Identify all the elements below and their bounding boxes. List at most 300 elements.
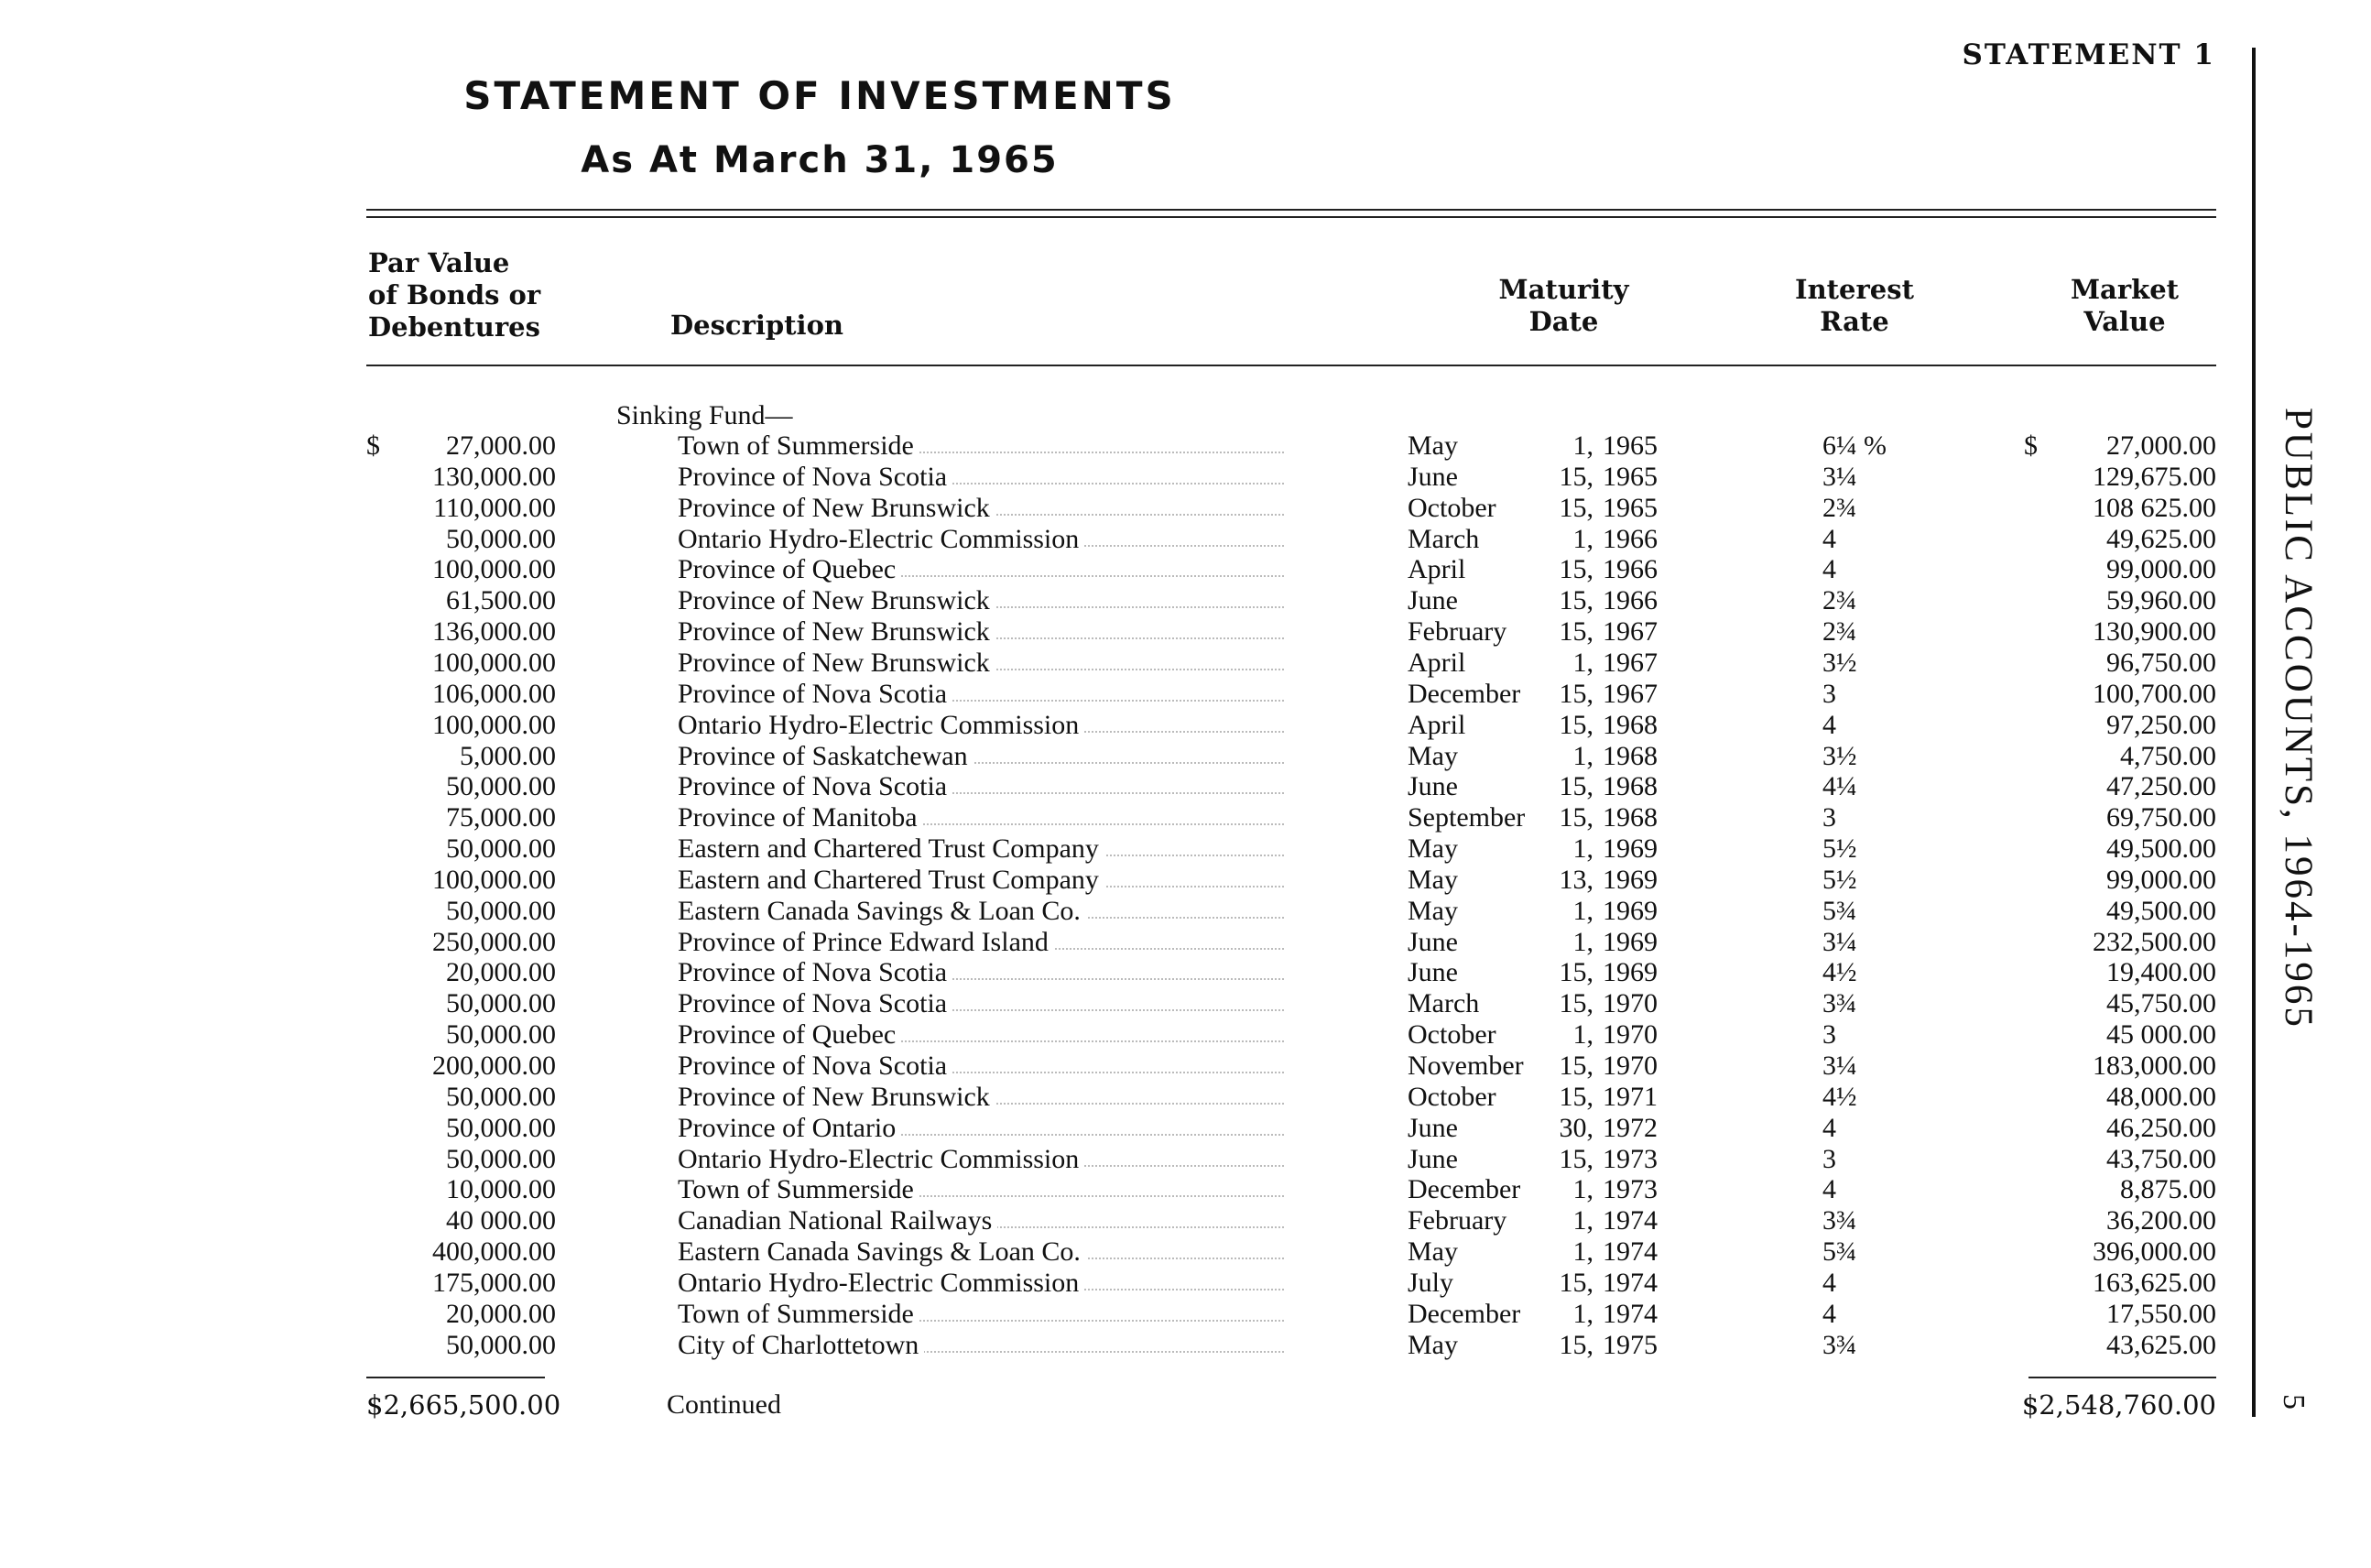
- par-value-cell: 50,000.00: [446, 988, 556, 1018]
- maturity-year-cell: 1974: [1603, 1268, 1658, 1298]
- description-cell: [678, 1051, 1288, 1082]
- interest-rate-cell: 3½: [1822, 741, 1857, 771]
- description-cell: [678, 524, 1288, 555]
- interest-rate-cell: 4: [1822, 554, 1836, 584]
- market-currency-symbol: $: [2024, 430, 2038, 461]
- table-row: [0, 927, 2252, 958]
- par-value-cell: 50,000.00: [446, 1113, 556, 1143]
- description-text: Province of Nova Scotia: [678, 462, 952, 492]
- description-text: Province of New Brunswick: [678, 585, 995, 615]
- maturity-month-cell: April: [1408, 710, 1466, 740]
- par-value-cell: 175,000.00: [432, 1268, 556, 1298]
- par-value-cell: 50,000.00: [446, 896, 556, 926]
- market-value-cell: 45,750.00: [2106, 988, 2216, 1018]
- description-text: Province of Nova Scotia: [678, 771, 952, 801]
- maturity-day-cell: 1,: [1572, 1174, 1593, 1204]
- maturity-year-cell: 1969: [1603, 927, 1658, 957]
- maturity-year-cell: 1973: [1603, 1144, 1658, 1174]
- table-row: [0, 710, 2252, 741]
- table-row: [0, 1299, 2252, 1330]
- maturity-month-cell: December: [1408, 679, 1521, 709]
- description-cell: [678, 957, 1288, 988]
- maturity-year-cell: 1970: [1603, 988, 1658, 1018]
- description-cell: [678, 1236, 1288, 1268]
- description-cell: [678, 1174, 1288, 1205]
- maturity-day-cell: 15,: [1559, 554, 1593, 584]
- maturity-year-cell: 1970: [1603, 1051, 1658, 1081]
- table-row: [0, 462, 2252, 493]
- maturity-day-cell: 15,: [1559, 585, 1593, 615]
- table-row: [0, 585, 2252, 616]
- table-row: [0, 1051, 2252, 1082]
- par-value-cell: 20,000.00: [446, 957, 556, 987]
- interest-rate-cell: 3¼: [1822, 1051, 1857, 1081]
- maturity-day-cell: 30,: [1559, 1113, 1593, 1143]
- maturity-day-cell: 1,: [1572, 1205, 1593, 1236]
- maturity-month-cell: May: [1408, 833, 1458, 864]
- maturity-day-cell: 1,: [1572, 1299, 1593, 1329]
- interest-rate-cell: 2¾: [1822, 493, 1857, 523]
- interest-rate-cell: 3¾: [1822, 988, 1857, 1018]
- maturity-month-cell: May: [1408, 430, 1458, 461]
- maturity-day-cell: 15,: [1559, 1051, 1593, 1081]
- maturity-year-cell: 1969: [1603, 833, 1658, 864]
- interest-rate-cell: 3¼: [1822, 462, 1857, 492]
- column-header-par-value: [368, 247, 540, 343]
- description-text: Ontario Hydro-Electric Commission: [678, 1144, 1084, 1174]
- market-value-cell: 49,625.00: [2106, 524, 2216, 554]
- maturity-day-cell: 1,: [1572, 896, 1593, 926]
- par-value-cell: 250,000.00: [432, 927, 556, 957]
- par-value-cell: 50,000.00: [446, 1019, 556, 1050]
- market-value-cell: 46,250.00: [2106, 1113, 2216, 1143]
- description-cell: [678, 988, 1288, 1019]
- description-text: Province of Nova Scotia: [678, 957, 952, 987]
- description-text: Eastern Canada Savings & Loan Co.: [678, 1236, 1086, 1267]
- maturity-month-cell: June: [1408, 585, 1458, 615]
- maturity-year-cell: 1974: [1603, 1205, 1658, 1236]
- description-text: Province of Nova Scotia: [678, 1051, 952, 1081]
- maturity-month-cell: June: [1408, 462, 1458, 492]
- description-cell: [678, 833, 1288, 865]
- market-value-cell: 100,700.00: [2093, 679, 2216, 709]
- description-text: Province of Ontario: [678, 1113, 901, 1143]
- market-value-cell: 232,500.00: [2093, 927, 2216, 957]
- par-value-cell: 50,000.00: [446, 1082, 556, 1112]
- description-cell: [678, 585, 1288, 616]
- side-margin: [2267, 408, 2340, 1415]
- market-value-cell: 49,500.00: [2106, 896, 2216, 926]
- par-value-cell: 75,000.00: [446, 802, 556, 833]
- interest-rate-cell: 4: [1822, 1113, 1836, 1143]
- maturity-month-cell: July: [1408, 1268, 1454, 1298]
- market-value-cell: 43,750.00: [2106, 1144, 2216, 1174]
- maturity-year-cell: 1972: [1603, 1113, 1658, 1143]
- maturity-month-cell: June: [1408, 771, 1458, 801]
- column-header-market-value: [1969, 274, 2216, 338]
- maturity-month-cell: February: [1408, 616, 1507, 647]
- market-value-cell: 45 000.00: [2106, 1019, 2216, 1050]
- table-row: [0, 988, 2252, 1019]
- description-text: Province of Manitoba: [678, 802, 923, 833]
- interest-rate-cell: 3: [1822, 679, 1836, 709]
- table-row: [0, 493, 2252, 524]
- market-value-total: $2,548,760.00: [2021, 1389, 2216, 1421]
- interest-rate-cell: 5½: [1822, 833, 1857, 864]
- interest-rate-cell: 3: [1822, 1144, 1836, 1174]
- maturity-day-cell: 1,: [1572, 927, 1593, 957]
- description-text: Province of Quebec: [678, 1019, 901, 1050]
- maturity-year-cell: 1974: [1603, 1299, 1658, 1329]
- interest-rate-cell: 2¾: [1822, 616, 1857, 647]
- maturity-day-cell: 1,: [1572, 524, 1593, 554]
- interest-rate-cell: 4: [1822, 524, 1836, 554]
- maturity-month-cell: May: [1408, 865, 1458, 895]
- par-value-cell: 27,000.00: [446, 430, 556, 461]
- par-header-line-2: of Bonds or: [368, 279, 541, 310]
- market-value-cell: 99,000.00: [2106, 865, 2216, 895]
- maturity-year-cell: 1971: [1603, 1082, 1658, 1112]
- maturity-day-cell: 1,: [1572, 1019, 1593, 1050]
- description-text: Town of Summerside: [678, 1174, 919, 1204]
- maturity-day-cell: 1,: [1572, 741, 1593, 771]
- par-value-cell: 100,000.00: [432, 865, 556, 895]
- market-value-cell: 47,250.00: [2106, 771, 2216, 801]
- maturity-month-cell: May: [1408, 1330, 1458, 1360]
- description-cell: [678, 710, 1288, 741]
- interest-rate-cell: 3: [1822, 802, 1836, 833]
- table-row: [0, 554, 2252, 585]
- interest-rate-cell: 4: [1822, 710, 1836, 740]
- market-value-cell: 19,400.00: [2106, 957, 2216, 987]
- margin-vertical-rule: [2252, 48, 2256, 1417]
- description-text: Town of Summerside: [678, 430, 919, 461]
- column-header-rule: [366, 365, 2216, 366]
- description-cell: [678, 927, 1288, 958]
- par-value-cell: 50,000.00: [446, 1330, 556, 1360]
- maturity-month-cell: February: [1408, 1205, 1507, 1236]
- description-cell: [678, 771, 1288, 802]
- interest-rate-cell: 5¾: [1822, 1236, 1857, 1267]
- market-value-cell: 163,625.00: [2093, 1268, 2216, 1298]
- interest-rate-cell: 3½: [1822, 648, 1857, 678]
- header-double-rule-bottom: [366, 216, 2216, 218]
- table-row: [0, 833, 2252, 865]
- par-value-cell: 110,000.00: [433, 493, 556, 523]
- column-header-maturity-date: [1470, 274, 1658, 338]
- maturity-day-cell: 15,: [1559, 493, 1593, 523]
- par-value-cell: 5,000.00: [460, 741, 556, 771]
- interest-rate-cell: 5¾: [1822, 896, 1857, 926]
- par-currency-symbol: $: [366, 430, 380, 461]
- description-text: Canadian National Railways: [678, 1205, 997, 1236]
- maturity-day-cell: 15,: [1559, 1330, 1593, 1360]
- par-value-cell: 40 000.00: [446, 1205, 556, 1236]
- maturity-day-cell: 15,: [1559, 462, 1593, 492]
- description-text: Ontario Hydro-Electric Commission: [678, 524, 1084, 554]
- maturity-month-cell: June: [1408, 1113, 1458, 1143]
- market-value-cell: 129,675.00: [2093, 462, 2216, 492]
- market-value-cell: 59,960.00: [2106, 585, 2216, 615]
- par-value-cell: 200,000.00: [432, 1051, 556, 1081]
- maturity-year-cell: 1969: [1603, 865, 1658, 895]
- description-cell: [678, 462, 1288, 493]
- table-row: [0, 741, 2252, 772]
- table-row: [0, 648, 2252, 679]
- table-row: [0, 1330, 2252, 1361]
- par-value-cell: 50,000.00: [446, 833, 556, 864]
- par-value-cell: 20,000.00: [446, 1299, 556, 1329]
- par-header-line-3: Debentures: [368, 311, 540, 343]
- maturity-year-cell: 1968: [1603, 710, 1658, 740]
- maturity-year-cell: 1965: [1603, 430, 1658, 461]
- par-value-cell: 106,000.00: [432, 679, 556, 709]
- table-row: [0, 896, 2252, 927]
- interest-rate-cell: 4½: [1822, 1082, 1857, 1112]
- maturity-month-cell: March: [1408, 524, 1480, 554]
- market-value-cell: 130,900.00: [2093, 616, 2216, 647]
- market-value-cell: 8,875.00: [2120, 1174, 2216, 1204]
- maturity-month-cell: May: [1408, 896, 1458, 926]
- maturity-year-cell: 1966: [1603, 585, 1658, 615]
- statement-number: STATEMENT 1: [1962, 38, 2215, 71]
- table-row: [0, 679, 2252, 710]
- interest-header-line-1: Interest: [1795, 274, 1914, 305]
- interest-rate-cell: 3¾: [1822, 1205, 1857, 1236]
- table-row: [0, 1205, 2252, 1236]
- description-text: Eastern and Chartered Trust Company: [678, 865, 1104, 895]
- maturity-year-cell: 1966: [1603, 524, 1658, 554]
- par-value-total: $2,665,500.00: [366, 1389, 561, 1421]
- description-cell: [678, 1019, 1288, 1051]
- description-cell: [678, 554, 1288, 585]
- maturity-year-cell: 1967: [1603, 648, 1658, 678]
- par-value-cell: 136,000.00: [432, 616, 556, 647]
- maturity-day-cell: 1,: [1572, 648, 1593, 678]
- description-cell: [678, 679, 1288, 710]
- market-value-cell: 108 625.00: [2093, 493, 2216, 523]
- maturity-month-cell: March: [1408, 988, 1480, 1018]
- maturity-header-line-1: Maturity: [1498, 274, 1629, 305]
- maturity-month-cell: May: [1408, 741, 1458, 771]
- description-text: Province of New Brunswick: [678, 1082, 995, 1112]
- interest-rate-cell: 4: [1822, 1174, 1836, 1204]
- table-row: [0, 802, 2252, 833]
- description-cell: [678, 616, 1288, 648]
- maturity-month-cell: October: [1408, 1019, 1496, 1050]
- maturity-day-cell: 15,: [1559, 710, 1593, 740]
- market-value-cell: 183,000.00: [2093, 1051, 2216, 1081]
- description-cell: [678, 1299, 1288, 1330]
- interest-header-line-2: Rate: [1820, 306, 1889, 337]
- interest-rate-cell: 4: [1822, 1299, 1836, 1329]
- table-row: [0, 1174, 2252, 1205]
- description-text: Town of Summerside: [678, 1299, 919, 1329]
- continued-label: Continued: [667, 1389, 781, 1420]
- interest-rate-cell: 4¼: [1822, 771, 1857, 801]
- maturity-day-cell: 1,: [1572, 833, 1593, 864]
- maturity-month-cell: April: [1408, 648, 1466, 678]
- maturity-month-cell: December: [1408, 1299, 1521, 1329]
- par-value-cell: 400,000.00: [432, 1236, 556, 1267]
- description-cell: [678, 1268, 1288, 1299]
- par-total-rule: [366, 1377, 545, 1378]
- maturity-day-cell: 1,: [1572, 430, 1593, 461]
- document-title: STATEMENT OF INVESTMENTS: [463, 73, 1176, 118]
- maturity-day-cell: 15,: [1559, 957, 1593, 987]
- maturity-year-cell: 1968: [1603, 771, 1658, 801]
- maturity-month-cell: December: [1408, 1174, 1521, 1204]
- description-text: Eastern and Chartered Trust Company: [678, 833, 1104, 864]
- description-cell: [678, 865, 1288, 896]
- par-value-cell: 10,000.00: [446, 1174, 556, 1204]
- market-value-cell: 99,000.00: [2106, 554, 2216, 584]
- table-row: [0, 1268, 2252, 1299]
- description-text: Province of New Brunswick: [678, 648, 995, 678]
- description-cell: [678, 802, 1288, 833]
- description-text: Province of Saskatchewan: [678, 741, 973, 771]
- market-value-cell: 69,750.00: [2106, 802, 2216, 833]
- maturity-month-cell: June: [1408, 927, 1458, 957]
- description-cell: [678, 1205, 1288, 1236]
- table-row: [0, 1019, 2252, 1051]
- description-text: Ontario Hydro-Electric Commission: [678, 710, 1084, 740]
- market-value-cell: 396,000.00: [2093, 1236, 2216, 1267]
- maturity-month-cell: October: [1408, 1082, 1496, 1112]
- column-header-interest-rate: [1772, 274, 1937, 338]
- maturity-month-cell: May: [1408, 1236, 1458, 1267]
- par-value-cell: 100,000.00: [432, 554, 556, 584]
- par-value-cell: 130,000.00: [432, 462, 556, 492]
- maturity-month-cell: April: [1408, 554, 1466, 584]
- par-header-line-1: Par Value: [368, 247, 510, 278]
- interest-rate-cell: 3¾: [1822, 1330, 1857, 1360]
- interest-rate-cell: 2¾: [1822, 585, 1857, 615]
- maturity-day-cell: 13,: [1559, 865, 1593, 895]
- maturity-day-cell: 15,: [1559, 1144, 1593, 1174]
- maturity-month-cell: October: [1408, 493, 1496, 523]
- maturity-year-cell: 1969: [1603, 896, 1658, 926]
- maturity-year-cell: 1967: [1603, 679, 1658, 709]
- table-row: [0, 524, 2252, 555]
- market-value-cell: 4,750.00: [2120, 741, 2216, 771]
- description-text: Province of New Brunswick: [678, 493, 995, 523]
- header-double-rule-top: [366, 209, 2216, 211]
- table-row: [0, 430, 2252, 462]
- market-header-line-2: Value: [2083, 306, 2166, 337]
- description-text: Province of Nova Scotia: [678, 988, 952, 1018]
- description-text: Province of Prince Edward Island: [678, 927, 1054, 957]
- table-row: [0, 865, 2252, 896]
- interest-rate-cell: 3: [1822, 1019, 1836, 1050]
- par-value-cell: 100,000.00: [432, 710, 556, 740]
- description-cell: [678, 1144, 1288, 1175]
- maturity-year-cell: 1965: [1603, 462, 1658, 492]
- description-text: Province of New Brunswick: [678, 616, 995, 647]
- maturity-year-cell: 1965: [1603, 493, 1658, 523]
- market-value-cell: 36,200.00: [2106, 1205, 2216, 1236]
- interest-rate-cell: 3¼: [1822, 927, 1857, 957]
- table-row: [0, 1144, 2252, 1175]
- market-value-cell: 27,000.00: [2106, 430, 2216, 461]
- description-text: Province of Quebec: [678, 554, 901, 584]
- market-value-cell: 49,500.00: [2106, 833, 2216, 864]
- maturity-year-cell: 1967: [1603, 616, 1658, 647]
- description-text: Eastern Canada Savings & Loan Co.: [678, 896, 1086, 926]
- description-cell: [678, 1330, 1288, 1361]
- maturity-year-cell: 1970: [1603, 1019, 1658, 1050]
- document-subtitle: As At March 31, 1965: [581, 139, 1059, 181]
- table-row: [0, 771, 2252, 802]
- maturity-year-cell: 1968: [1603, 802, 1658, 833]
- table-row: [0, 1113, 2252, 1144]
- table-row: [0, 1082, 2252, 1113]
- description-cell: [678, 741, 1288, 772]
- par-value-cell: 50,000.00: [446, 524, 556, 554]
- market-header-line-1: Market: [2070, 274, 2180, 305]
- maturity-month-cell: June: [1408, 1144, 1458, 1174]
- maturity-month-cell: September: [1408, 802, 1526, 833]
- par-value-cell: 50,000.00: [446, 1144, 556, 1174]
- maturity-day-cell: 15,: [1559, 1268, 1593, 1298]
- maturity-year-cell: 1974: [1603, 1236, 1658, 1267]
- maturity-header-line-2: Date: [1528, 306, 1599, 337]
- description-text: City of Charlottetown: [678, 1330, 924, 1360]
- description-text: Province of Nova Scotia: [678, 679, 952, 709]
- par-value-cell: 61,500.00: [446, 585, 556, 615]
- column-header-description: Description: [670, 310, 843, 341]
- maturity-day-cell: 15,: [1559, 988, 1593, 1018]
- maturity-day-cell: 15,: [1559, 616, 1593, 647]
- market-value-cell: 96,750.00: [2106, 648, 2216, 678]
- fund-label: Sinking Fund—: [616, 400, 793, 430]
- side-running-title: PUBLIC ACCOUNTS, 1964-1965: [2277, 408, 2320, 1029]
- description-text: Ontario Hydro-Electric Commission: [678, 1268, 1084, 1298]
- market-value-cell: 48,000.00: [2106, 1082, 2216, 1112]
- maturity-year-cell: 1973: [1603, 1174, 1658, 1204]
- description-cell: [678, 430, 1288, 462]
- table-row: [0, 1236, 2252, 1268]
- par-value-cell: 100,000.00: [432, 648, 556, 678]
- maturity-day-cell: 15,: [1559, 771, 1593, 801]
- par-value-cell: 50,000.00: [446, 771, 556, 801]
- interest-rate-cell: 6¼ %: [1822, 430, 1887, 461]
- maturity-year-cell: 1975: [1603, 1330, 1658, 1360]
- maturity-year-cell: 1966: [1603, 554, 1658, 584]
- description-cell: [678, 493, 1288, 524]
- page-number: 5: [2277, 1394, 2311, 1410]
- description-cell: [678, 896, 1288, 927]
- interest-rate-cell: 4½: [1822, 957, 1857, 987]
- table-row: [0, 616, 2252, 648]
- maturity-month-cell: November: [1408, 1051, 1524, 1081]
- market-value-cell: 17,550.00: [2106, 1299, 2216, 1329]
- market-total-rule: [2028, 1377, 2216, 1378]
- market-value-cell: 43,625.00: [2106, 1330, 2216, 1360]
- interest-rate-cell: 5½: [1822, 865, 1857, 895]
- maturity-year-cell: 1969: [1603, 957, 1658, 987]
- table-row: [0, 957, 2252, 988]
- description-cell: [678, 648, 1288, 679]
- maturity-day-cell: 15,: [1559, 802, 1593, 833]
- maturity-month-cell: June: [1408, 957, 1458, 987]
- interest-rate-cell: 4: [1822, 1268, 1836, 1298]
- market-value-cell: 97,250.00: [2106, 710, 2216, 740]
- maturity-year-cell: 1968: [1603, 741, 1658, 771]
- maturity-day-cell: 15,: [1559, 1082, 1593, 1112]
- maturity-day-cell: 15,: [1559, 679, 1593, 709]
- description-cell: [678, 1082, 1288, 1113]
